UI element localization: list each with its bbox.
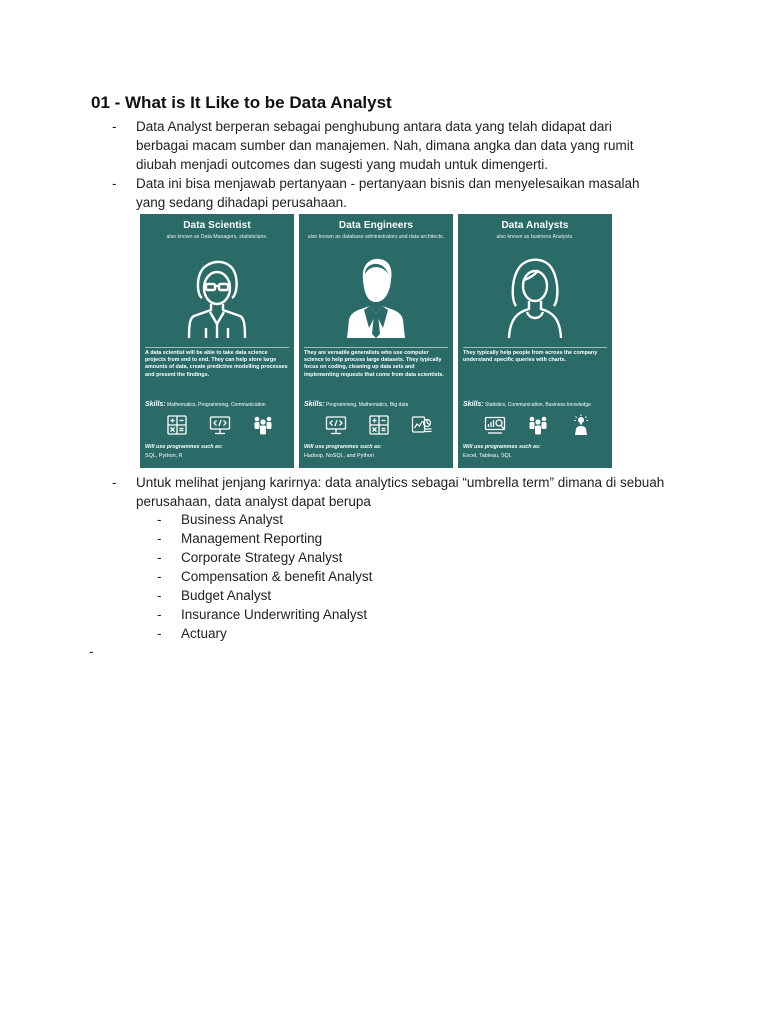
male-suit-avatar-icon — [341, 254, 411, 340]
sub-bullet-dash: - — [157, 512, 162, 527]
female-glasses-avatar-icon — [182, 254, 252, 340]
roles-infographic — [140, 214, 612, 468]
skill-icons — [146, 414, 288, 438]
code-monitor-icon — [325, 414, 347, 436]
skill-icons — [464, 414, 606, 438]
trailing-dash: - — [89, 644, 94, 659]
female-avatar-icon — [500, 254, 570, 340]
card-title: Data Scientist — [183, 220, 251, 231]
card-description: They are versatile generalists who use computer science to help process large datasets. They typically focus on coding, cleaning up data sets and implementing requests that come from data scientists. — [304, 350, 444, 378]
bullet-dash: - — [112, 119, 117, 134]
role-item: Business Analyst — [181, 512, 284, 527]
section-heading: 01 - What is It Like to be Data Analyst — [91, 93, 392, 112]
chart-magnifier-icon — [484, 414, 506, 436]
role-item: Insurance Underwriting Analyst — [181, 607, 368, 622]
card-data-engineers — [299, 214, 453, 468]
bullet-2-line-1: Data ini bisa menjawab pertanyaan - pertanyaan bisnis dan menyelesaikan masalah — [136, 176, 640, 191]
skills-label: Skills: — [145, 401, 166, 408]
sub-bullet-dash: - — [157, 626, 162, 641]
lightbulb-person-icon — [570, 414, 592, 436]
sub-bullet-dash: - — [157, 569, 162, 584]
programmes-label: Will use programmes such as: — [145, 444, 223, 450]
role-item: Corporate Strategy Analyst — [181, 550, 343, 565]
card-skills — [304, 401, 448, 409]
bullet-2-line-2: yang sedang dihadapi perusahaan. — [136, 195, 347, 210]
card-aka: also known as database administrators and data architects. — [307, 234, 445, 240]
sub-bullet-dash: - — [157, 550, 162, 565]
skills-label: Skills: — [463, 401, 484, 408]
role-item: Budget Analyst — [181, 588, 272, 603]
card-data-analysts — [458, 214, 612, 468]
card-divider — [145, 347, 289, 348]
calculator-icon — [368, 414, 390, 436]
sub-bullet-dash: - — [157, 588, 162, 603]
card-aka: also known as business Analysts. — [496, 234, 574, 240]
card-title: Data Engineers — [338, 220, 414, 231]
card-skills — [463, 401, 607, 409]
role-item: Compensation & benefit Analyst — [181, 569, 373, 584]
card-skills — [145, 401, 289, 409]
card-divider — [463, 347, 607, 348]
card-title: Data Analysts — [501, 220, 569, 231]
bullet-1-line-1: Data Analyst berperan sebagai penghubung antara data yang telah didapat dari — [136, 119, 612, 134]
card-description: They typically help people from across the company understand specific queries with charts. — [463, 350, 598, 364]
programmes-label: Will use programmes such as: — [463, 444, 541, 450]
card-data-scientist — [140, 214, 294, 468]
data-chart-icon — [411, 414, 433, 436]
skills-list: Mathematics, Programming, Communication — [167, 402, 266, 408]
card-divider — [304, 347, 448, 348]
programmes-list: SQL, Python, R — [145, 453, 183, 459]
bullet-dash: - — [112, 176, 117, 191]
sub-bullet-dash: - — [157, 607, 162, 622]
card-aka: also known as Data Managers, statisticians. — [166, 234, 268, 240]
bullet-3-line-2: perusahaan, data analyst dapat berupa — [136, 494, 371, 509]
calculator-icon — [166, 414, 188, 436]
bullet-1-line-3: diubah menjadi outcomes dan sugesti yang mudah untuk dimengerti. — [136, 157, 549, 172]
team-icon — [252, 414, 274, 436]
skills-list: Programming, Mathematics, Big data — [326, 402, 409, 408]
programmes-list: Excel, Tableau, SQL — [463, 453, 512, 459]
role-item: Actuary — [181, 626, 227, 641]
skills-list: Statistics, Communication, Business knowledge — [485, 402, 591, 408]
skill-icons — [305, 414, 447, 438]
programmes-label: Will use programmes such as: — [304, 444, 382, 450]
bullet-1-line-2: berbagai macam sumber dan manajemen. Nah, dimana angka dan data yang rumit — [136, 138, 634, 153]
role-item: Management Reporting — [181, 531, 323, 546]
card-description: A data scientist will be able to take data science projects from end to end. They can help store large amounts of data, create predictive modelling processes and present the findings. — [145, 350, 288, 378]
code-monitor-icon — [209, 414, 231, 436]
team-icon — [527, 414, 549, 436]
bullet-3-line-1: Untuk melihat jenjang karirnya: data analytics sebagai “umbrella term” dimana di sebuah — [136, 475, 665, 490]
skills-label: Skills: — [304, 401, 325, 408]
programmes-list: Hadoop, NoSQL, and Python — [304, 453, 374, 459]
bullet-dash: - — [112, 475, 117, 490]
sub-bullet-dash: - — [157, 531, 162, 546]
